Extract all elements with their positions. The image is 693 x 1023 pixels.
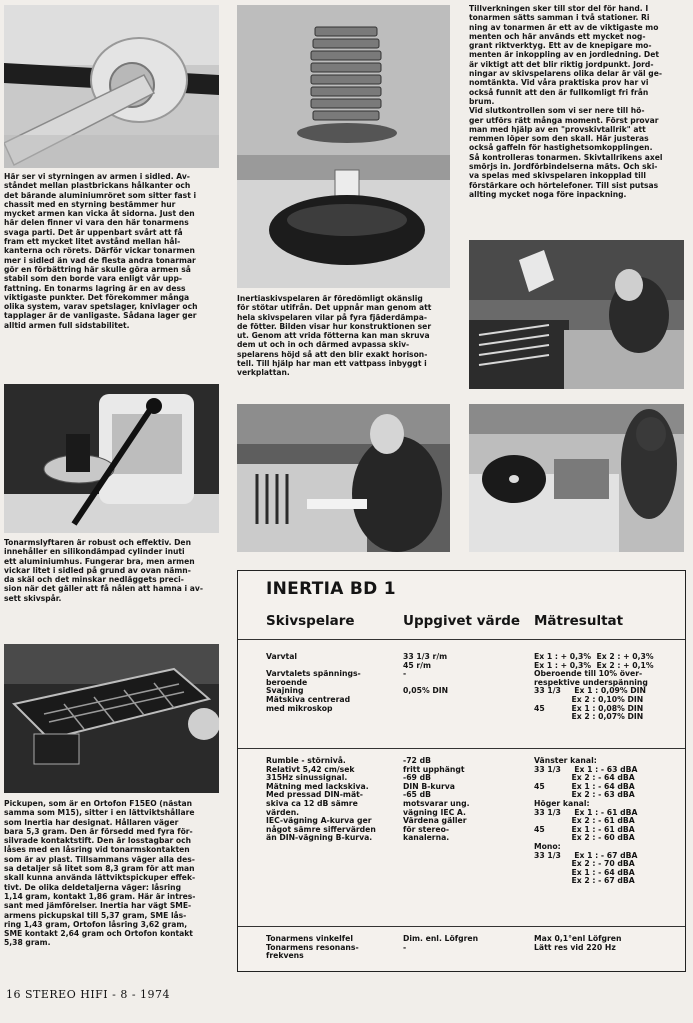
text-line: Varvtalets spännings- — [266, 669, 361, 679]
text-line: tapplager är de vanligaste. Sådana lager ger — [4, 311, 197, 321]
text-line: tell. Till hjälp har man ett vattpass inbyggt i — [237, 359, 427, 369]
text-line: sa detaljer så litet som 8,3 gram för att man — [4, 864, 195, 874]
text-line: värden. — [266, 807, 300, 817]
text-line: låses med en låsring vid tonarmskontakten — [4, 845, 190, 855]
text-line: något sämre siffervärden — [266, 824, 376, 834]
text-line: det bärande aluminiumröret som sitter fast i — [4, 190, 197, 200]
text-line: 45 Ex 1 : - 61 dBA — [534, 824, 635, 834]
text-line: beroende — [266, 677, 308, 687]
text-line: sant med jämförelser. Inertia har vägt SME- — [4, 901, 192, 911]
text-line: alltid armen full sidstabilitet. — [4, 320, 130, 330]
text-line: nomtänkta. Vid våra praktiska prov har vi — [469, 78, 649, 88]
photo-arm-guide — [4, 5, 219, 168]
text-line: här delen finner vi vara den här tonarmens — [4, 218, 189, 228]
text-line: tonarmen sätts samman i två stationer. Ri — [469, 13, 650, 23]
text-line: 315Hz sinussignal. — [266, 773, 348, 783]
text-line: -65 dB — [403, 790, 431, 800]
text-line: man med hjälp av en "provskivtallrik" att — [469, 124, 646, 134]
text-line: Värdena gäller — [403, 816, 467, 826]
text-line: för stereo- — [403, 824, 450, 834]
text-line: ståndet mellan plastbrickans hålkanter och — [4, 181, 191, 191]
text-line: svaga parti. Det är uppenbart svårt att få — [4, 227, 183, 237]
text-line: Så kontrolleras tonarmen. Skivtallrikens axel — [469, 152, 663, 162]
text-line: Vid slutkontrollen som vi ser nere till hö- — [469, 106, 645, 116]
text-line: Inertiaskivspelaren är föredömligt okänslig — [237, 294, 423, 303]
text-line: Ex 2 : - 63 dBA — [534, 790, 635, 800]
text-line: förstärkare och hörtelefoner. Till sist putsas — [469, 180, 659, 190]
text-line: 33 1/3 Ex 1 : - 67 dBA — [534, 850, 638, 860]
spec-s2-labels — [266, 757, 376, 843]
spec-s2-results — [534, 757, 637, 886]
text-line: Vänster kanal: — [534, 756, 597, 765]
spec-divider — [238, 926, 685, 927]
text-line: Ex 2 : - 61 dBA — [534, 816, 635, 826]
caption-tonearm-lift — [4, 538, 219, 603]
text-line: viktigaste punkter. Det förekommer många — [4, 292, 190, 302]
text-line: Svajning — [266, 686, 304, 696]
text-line: kanterna och rörets. Därför vickar tonarmen — [4, 246, 195, 256]
text-line: frekvens — [266, 951, 304, 961]
text-line: sett skivspår. — [4, 593, 62, 603]
text-line: Oberoende till 10% över- — [534, 669, 643, 679]
text-line: motsvarar ung. — [403, 798, 470, 808]
text-line: skiva ca 12 dB sämre — [266, 798, 358, 808]
photo-assembly-2 — [237, 404, 450, 552]
photo-final-check — [469, 404, 684, 552]
text-line: fram ett mycket litet avstånd mellan hål- — [4, 237, 181, 247]
text-line: DIN B-kurva — [403, 781, 455, 791]
text-line: Ex 1 : + 0,3% Ex 2 : + 0,3% — [534, 652, 654, 661]
text-line: grant riktverktyg. Ett av de knepigare mo- — [469, 41, 652, 51]
text-line: Här ser vi styrningen av armen i sidled. Av- — [4, 172, 190, 181]
spec-divider — [238, 748, 685, 749]
text-line: ning av tonarmen är ett av de viktigaste mo — [469, 22, 659, 32]
spec-title: INERTIA BD 1 — [266, 579, 396, 599]
caption-manufacturing — [469, 4, 684, 199]
spec-s3-labels — [266, 935, 359, 961]
text-line: -72 dB — [403, 756, 431, 765]
text-line: Relativt 5,42 cm/sek — [266, 764, 355, 774]
text-line: Mätning med lackskiva. — [266, 781, 369, 791]
text-line: samma som M15), sitter i en lättviktshållare — [4, 808, 195, 818]
text-line: Med pressad DIN-mät- — [266, 790, 363, 800]
text-line: Pickupen, som är en Ortofon F15EO (nästan — [4, 799, 192, 808]
text-line: brum. — [469, 96, 495, 106]
text-line: ningar av skivspelarens olika delar är väl ge- — [469, 69, 663, 79]
text-line: Ex 2 : - 64 dBA — [534, 773, 635, 783]
spec-s2-values — [403, 757, 470, 843]
text-line: med mikroskop — [266, 703, 333, 713]
text-line: Ex 2 : - 60 dBA — [534, 833, 635, 843]
text-line: bara 5,3 gram. Den är försedd med fyra för- — [4, 826, 193, 836]
text-line: spelarens höjd så att den blir exakt horison- — [237, 349, 428, 359]
text-line: 33 1/3 Ex 1 : - 63 dBA — [534, 764, 638, 774]
text-line: 45 r/m — [403, 660, 431, 670]
text-line: gör en förbättring här skulle göra armen så — [4, 264, 191, 274]
spec-s1-values — [403, 653, 448, 696]
text-line: de fötter. Bilden visar hur konstruktionen ser — [237, 321, 432, 331]
spec-s3-results — [534, 935, 621, 952]
page-footer: 16 STEREO HIFI - 8 - 1974 — [6, 988, 171, 1001]
text-line: silvrade kontaktstift. Den är losstagbar och — [4, 836, 192, 846]
text-line: menten är inkoppling av en jordledning. Det — [469, 50, 660, 60]
text-line: olika system, varav spetslager, knivlager och — [4, 302, 198, 312]
text-line: chassit med en styrning bestämmer hur — [4, 199, 176, 209]
text-line: Ex 2 : 0,07% DIN — [534, 712, 644, 722]
text-line: verkplattan. — [237, 368, 290, 378]
photo-assembly-1 — [469, 240, 684, 389]
text-line: mycket armen kan vicka åt sidorna. Just den — [4, 209, 195, 219]
photo-spring-foot — [237, 5, 450, 288]
text-line: som Inertia har designat. Hållaren väger — [4, 817, 179, 827]
text-line: menten och här används ett mycket nog- — [469, 31, 646, 41]
text-line: också gaffeln för hastighetsomkopplingen. — [469, 143, 653, 153]
text-line: remmen löper som den skall. Här justeras — [469, 134, 649, 144]
text-line: 33 1/3 r/m — [403, 652, 448, 661]
spec-s1-results — [534, 653, 654, 722]
text-line: 5,38 gram. — [4, 938, 51, 948]
text-line: Varvtal — [266, 652, 298, 661]
text-line: Ex 2 : 0,10% DIN — [534, 694, 644, 704]
text-line: Ex 2 : - 70 dBA — [534, 859, 635, 869]
text-line: - — [403, 669, 407, 679]
text-line: smörjs in. Jordförbindelserna mäts. Och ski- — [469, 162, 658, 172]
text-line: da skäl och det minskar nedläggets preci- — [4, 575, 184, 585]
text-line: 45 Ex 1 : - 64 dBA — [534, 781, 635, 791]
text-line: vickar litet i sidled på grund av ovan nämn- — [4, 565, 191, 575]
text-line: Mätskiva centrerad — [266, 694, 351, 704]
text-line: vägning IEC A. — [403, 807, 466, 817]
text-line: 33 1/3 Ex 1 : - 61 dBA — [534, 807, 638, 817]
text-line: armens pickupskal till 5,37 gram, SME lås- — [4, 910, 187, 920]
text-line: Ex 1 : - 64 dBA — [534, 867, 635, 877]
text-line: Mono: — [534, 841, 561, 851]
text-line: ger utförs rätt många moment. Först provar — [469, 115, 659, 125]
spec-header-player: Skivspelare — [266, 613, 355, 629]
text-line: fritt upphängt — [403, 764, 465, 774]
text-line: Tonarmslyftaren är robust och effektiv. Den — [4, 538, 191, 547]
text-line: va spelas med skivspelaren inkopplad till — [469, 171, 646, 181]
text-line: mer i sidled än vad de flesta andra tonarmar — [4, 255, 196, 265]
caption-pickup — [4, 799, 219, 948]
spec-s3-values — [403, 935, 478, 952]
text-line: är viktigt att det blir riktig jordpunkt. Jord- — [469, 59, 654, 69]
text-line: kanalerna. — [403, 833, 450, 843]
text-line: -69 dB — [403, 773, 431, 783]
text-line: fattning. En tonarms lagring är en av dess — [4, 283, 186, 293]
text-line: Tonarmens resonans- — [266, 942, 359, 952]
photo-tonearm-lift — [4, 384, 219, 533]
text-line: stabil som den borde vara enligt vår upp- — [4, 274, 183, 284]
text-line: också funnit att den är fullkomligt fri från — [469, 87, 649, 97]
text-line: 0,05% DIN — [403, 686, 449, 696]
text-line: innehåller en silikondämpad cylinder inuti — [4, 547, 185, 557]
text-line: allting mycket noga före inpackning. — [469, 189, 627, 199]
text-line: Tillverkningen sker till stor del för hand. I — [469, 4, 649, 13]
spec-header-measured: Mätresultat — [534, 613, 624, 629]
text-line: 1,14 gram, kontakt 1,86 gram. Här är intres- — [4, 891, 196, 901]
text-line: Höger kanal: — [534, 798, 590, 808]
text-line: ett aluminiumhus. Fungerar bra, men armen — [4, 556, 195, 566]
text-line: SME kontakt 2,64 gram och Ortofon kontakt — [4, 929, 193, 939]
spec-table — [237, 570, 686, 972]
text-line: än DIN-vägning B-kurva. — [266, 833, 373, 843]
text-line: skall kunna använda lättviktspickuper effek- — [4, 873, 196, 883]
text-line: 45 Ex 1 : 0,08% DIN — [534, 703, 644, 713]
text-line: som är av plast. Tillsammans väger alla des- — [4, 854, 195, 864]
photo-pickup-cartridge — [4, 644, 219, 793]
text-line: respektive underspänning — [534, 677, 648, 687]
text-line: Ex 1 : + 0,3% Ex 2 : + 0,1% — [534, 660, 654, 670]
text-line: Tonarmens vinkelfel — [266, 934, 353, 943]
caption-inertia-feet — [237, 294, 450, 378]
text-line: Max 0,1°enl Löfgren — [534, 934, 622, 943]
text-line: sion när det gäller att få nålen att hamna i av- — [4, 584, 204, 594]
text-line: 33 1/3 Ex 1 : 0,09% DIN — [534, 686, 646, 696]
spec-s1-labels — [266, 653, 361, 713]
text-line: Rumble - störnivå. — [266, 756, 346, 765]
text-line: ring 1,43 gram, Ortofon låsring 3,62 gram, — [4, 919, 188, 929]
text-line: hela skivspelaren vilar på fyra fjäderdämpa- — [237, 312, 428, 322]
text-line: dem ut och in och därmed avpassa skiv- — [237, 340, 410, 350]
text-line: Lätt res vid 220 Hz — [534, 942, 616, 952]
text-line: IEC-vägning A-kurva ger — [266, 816, 372, 826]
text-line: tivt. De olika deldetaljerna väger: låsring — [4, 882, 182, 892]
text-line: för stötar utifrån. Det uppnår man genom att — [237, 303, 432, 313]
text-line: - — [403, 942, 407, 952]
text-line: ut. Genom att vrida fötterna kan man skruva — [237, 331, 430, 341]
spec-divider — [238, 639, 685, 640]
text-line: Ex 2 : - 67 dBA — [534, 876, 635, 886]
caption-arm-guide — [4, 172, 219, 330]
spec-header-stated: Uppgivet värde — [403, 613, 521, 629]
text-line: Dim. enl. Löfgren — [403, 934, 479, 943]
